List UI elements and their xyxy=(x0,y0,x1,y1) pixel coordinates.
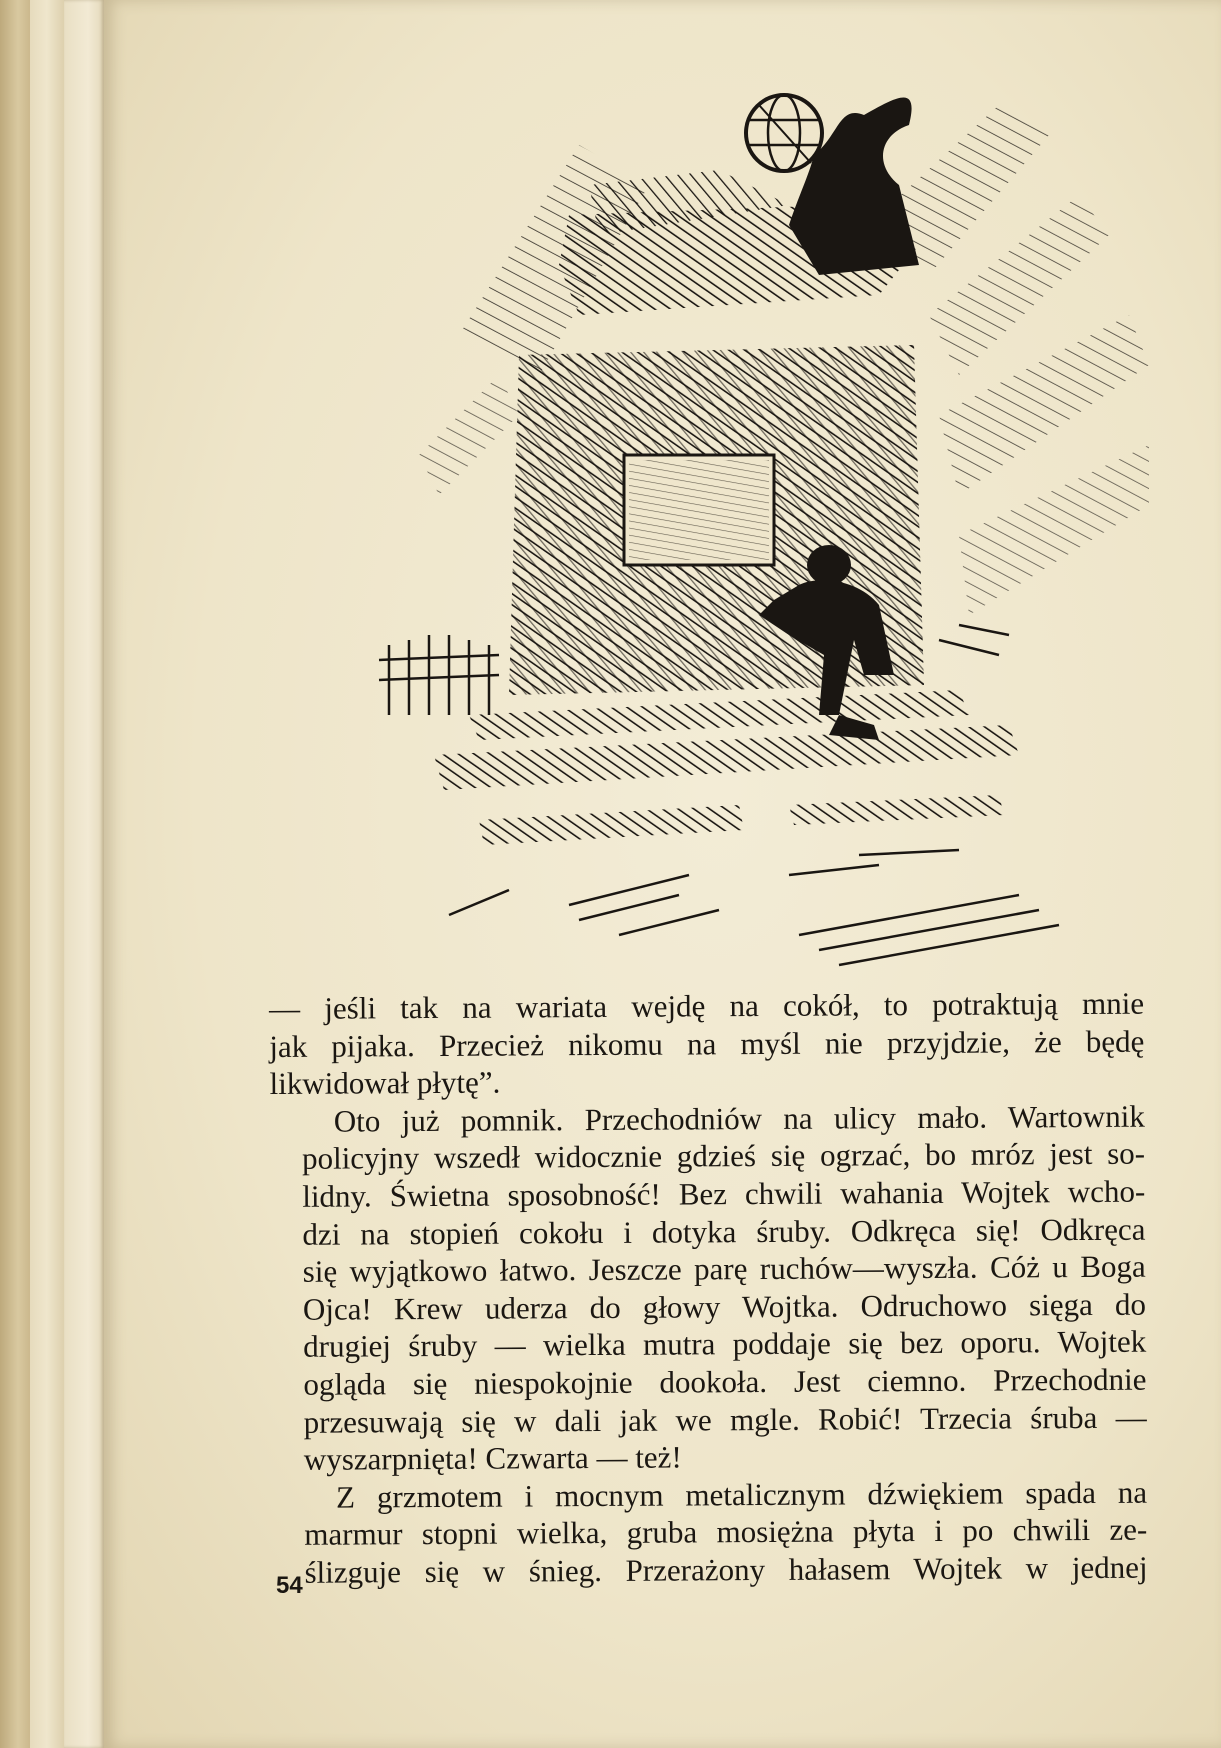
globe-sculpture xyxy=(746,95,822,171)
text-line: policyjny wszedł widocznie gdzieś się ogrzać, bo mróz jest so- xyxy=(301,1136,1146,1177)
text-line: Oto już pomnik. Przechodniów na ulicy mało. Wartownik xyxy=(333,1098,1145,1139)
page-edge-stack xyxy=(64,0,104,1748)
text-line: wyszarpnięta! Czwarta — też! xyxy=(303,1439,682,1477)
ink-illustration-monument xyxy=(319,75,1199,975)
text-line: dzi na stopień cokołu i dotyka śruby. Odkręca się! Odkręca xyxy=(302,1211,1146,1252)
steps xyxy=(434,690,1019,845)
body-text xyxy=(269,985,1148,1592)
text-line: jak pijaka. Przecież nikomu na myśl nie przyjdzie, że będę xyxy=(269,1023,1145,1064)
text-line: — jeśli tak na wariata wejdę na cokół, to potraktują mnie xyxy=(269,985,1145,1026)
text-line: Z grzmotem i mocnym metalicznym dźwiękiem spada na xyxy=(335,1474,1148,1515)
text-line: ogląda się niespokojnie dookoła. Jest ciemno. Przechodnie xyxy=(303,1361,1147,1402)
book-page xyxy=(104,0,1221,1748)
page-number: 54 xyxy=(276,1572,303,1599)
text-line: się wyjątkowo łatwo. Jeszcze parę ruchów—wyszła. Cóż u Boga xyxy=(302,1248,1146,1289)
page-edge-stack xyxy=(30,0,64,1748)
text-line: ślizguje się w śnieg. Przerażony hałasem Wojtek w jednej xyxy=(304,1549,1148,1590)
paragraph-1 xyxy=(269,985,1145,1103)
text-line: lidny. Świetna sposobność! Bez chwili wahania Wojtek wcho- xyxy=(302,1173,1146,1214)
paragraph-2 xyxy=(270,1097,1147,1478)
text-line: Ojca! Krew uderza do głowy Wojtka. Odruchowo sięga do xyxy=(302,1286,1147,1327)
page-edge-stack xyxy=(0,0,30,1748)
text-line: marmur stopni wielka, gruba mosiężna płyta i po chwili ze- xyxy=(304,1511,1148,1553)
text-line: drugiej śruby — wielka mutra poddaje się bez oporu. Wojtek xyxy=(303,1323,1147,1365)
text-line: przesuwają się w dali jak we mgle. Robić! Trzecia śruba — xyxy=(303,1399,1147,1440)
paragraph-3 xyxy=(272,1473,1148,1591)
text-line: likwidował płytę”. xyxy=(269,1064,501,1102)
sculpture-top xyxy=(559,98,919,316)
fence xyxy=(379,635,499,715)
